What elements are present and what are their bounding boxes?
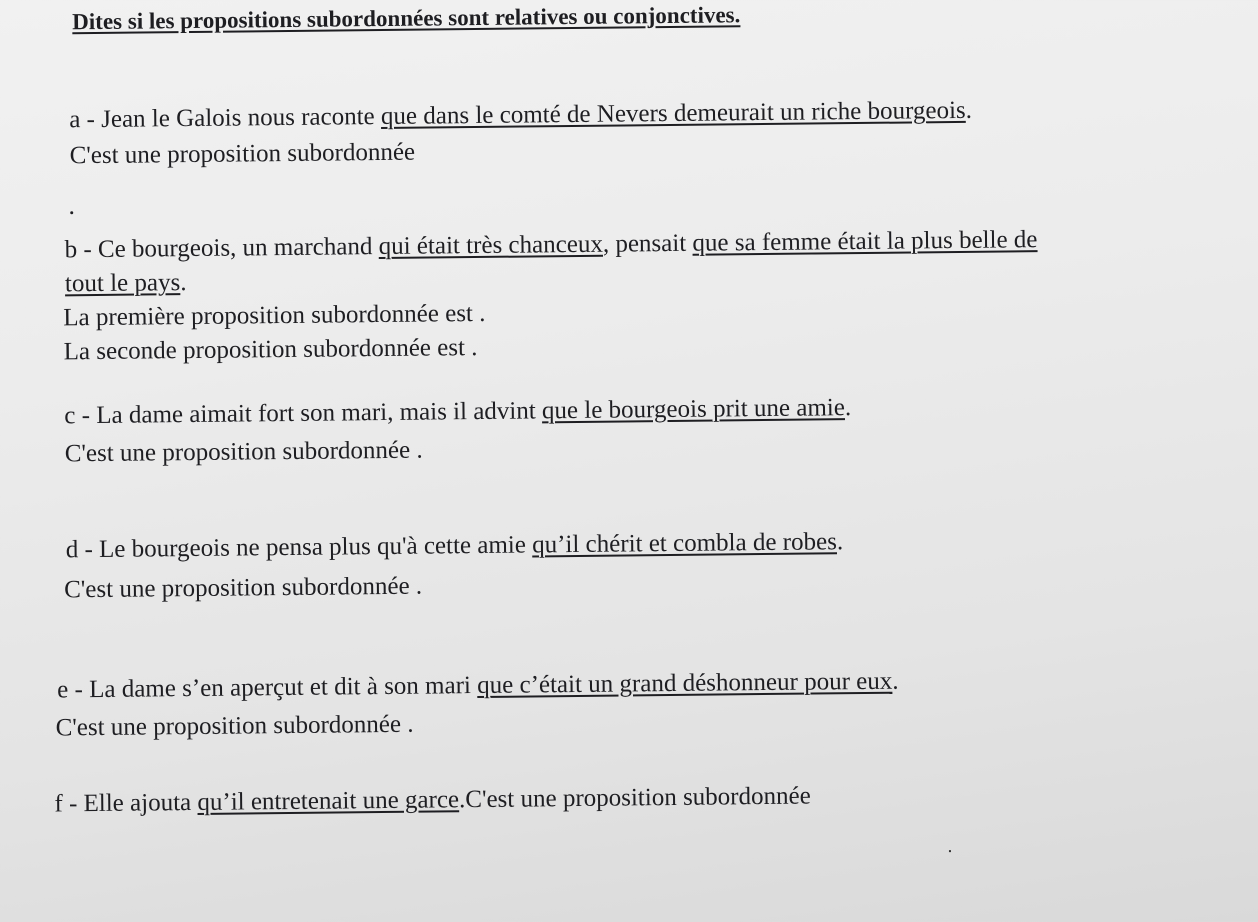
sentence-d-start: d - Le bourgeois ne pensa plus qu'à cette amie [65, 531, 533, 564]
sentence-f-end: .C'est une proposition subordonnée [458, 782, 811, 814]
sentence-c-end: . [844, 394, 852, 422]
paper-speck [949, 850, 951, 852]
answer-b-1: La première proposition subordonnée est . [63, 299, 486, 332]
sentence-e [57, 667, 899, 706]
sentence-f-subordinate: qu’il entretenait une garce [197, 786, 460, 816]
sentence-b-subordinate-2a: que sa femme était la plus belle de [692, 226, 1038, 257]
sentence-b-start: b - Ce bourgeois, un marchand [64, 233, 379, 264]
sentence-e-end: . [892, 667, 899, 695]
sentence-b-subordinate-2b: tout le pays [64, 269, 181, 298]
sentence-a-start: a - Jean le Galois nous raconte [69, 103, 382, 134]
answer-d: C'est une proposition subordonnée . [64, 572, 423, 604]
sentence-c-start: c - La dame aimait fort son mari, mais il advint [64, 397, 543, 430]
sentence-c-subordinate: que le bourgeois prit une amie [541, 394, 846, 425]
sentence-d [66, 527, 844, 565]
sentence-d-end: . [836, 528, 844, 556]
sentence-b-middle: , pensait [602, 229, 693, 258]
answer-c: C'est une proposition subordonnée . [64, 436, 423, 468]
sentence-d-subordinate: qu’il chérit et combla de robes [532, 528, 838, 559]
answer-e: C'est une proposition subordonnée . [55, 710, 414, 742]
sentence-a [69, 96, 972, 135]
sentence-f-start: f - Elle ajouta [54, 788, 198, 818]
stray-dot [70, 211, 73, 214]
sentence-a-end: . [965, 96, 973, 124]
sentence-f [54, 782, 811, 820]
sentence-e-subordinate: que c’était un grand déshonneur pour eux [477, 667, 893, 700]
sentence-a-subordinate: que dans le comté de Nevers demeurait un riche bourgeois [380, 96, 966, 131]
answer-a: C'est une proposition subordonnée [69, 138, 416, 170]
sentence-b-end: . [180, 269, 187, 297]
sentence-e-start: e - La dame s’en aperçut et dit à son mari [57, 672, 478, 704]
sentence-c [64, 393, 851, 431]
answer-b-2: La seconde proposition subordonnée est . [63, 334, 478, 366]
exercise-title: Dites si les propositions subordonnées sont relatives ou conjonctives. [72, 2, 741, 35]
sentence-b-subordinate-1: qui était très chanceux [378, 230, 604, 261]
sentence-b [64, 225, 1037, 265]
sentence-b-continued [65, 268, 187, 299]
